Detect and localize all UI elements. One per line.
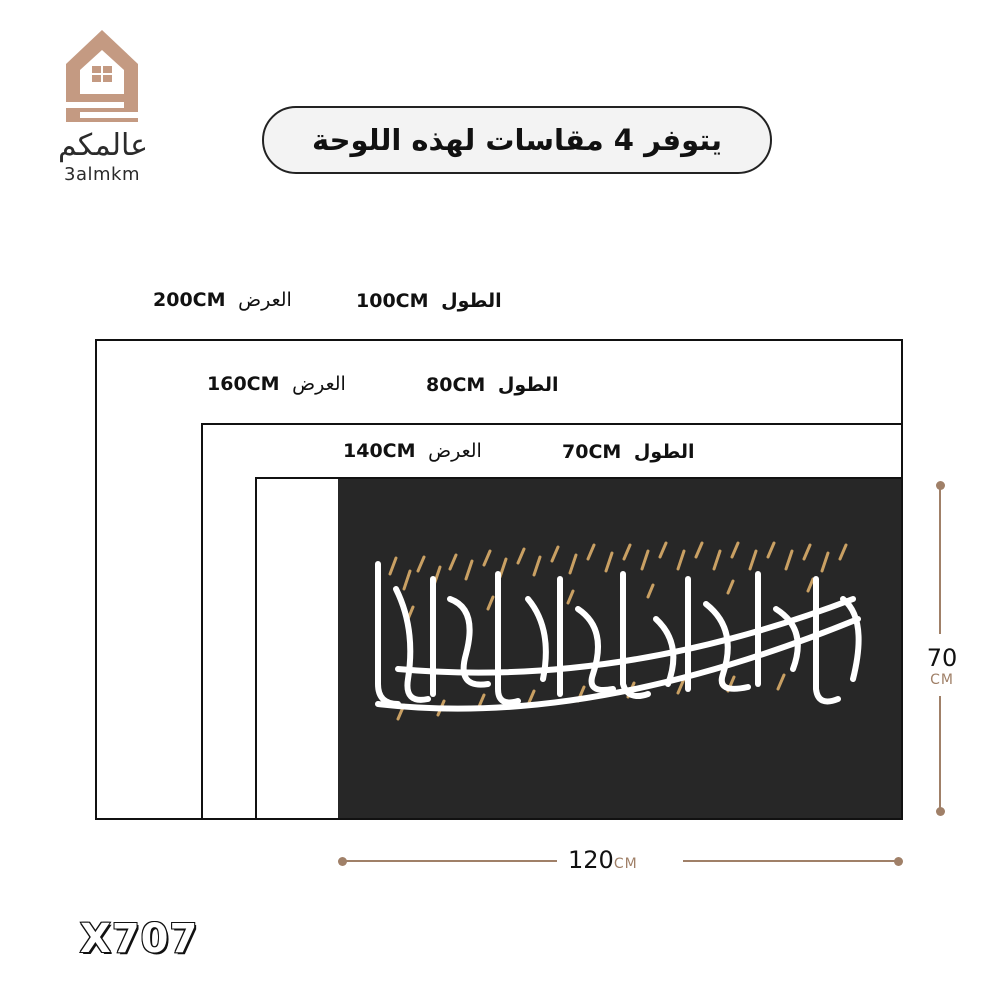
width-label: العرض (238, 289, 292, 311)
size-large-width (153, 289, 292, 311)
height-dimension-line-top (939, 488, 941, 634)
sizes-available-banner: يتوفر 4 مقاسات لهذه اللوحة (262, 106, 772, 174)
length-label: الطول (497, 374, 559, 396)
height-dimension-unit: CM (930, 672, 954, 688)
size-small-length (562, 441, 694, 463)
length-value: 70CM (562, 441, 622, 463)
length-label: الطول (633, 441, 695, 463)
product-code: X707 (80, 916, 199, 962)
calligraphy-artwork (338, 479, 901, 818)
width-label: العرض (292, 373, 346, 395)
size-small-width (343, 440, 482, 462)
brand-name-arabic: عالمكم (57, 128, 149, 163)
width-dimension-line-left (345, 860, 557, 862)
calligraphy-strokes-icon (338, 479, 901, 818)
width-label: العرض (428, 440, 482, 462)
width-value: 200CM (153, 289, 226, 311)
width-value: 140CM (343, 440, 416, 462)
brand-logo (48, 28, 158, 188)
brand-name-latin: 3almkm (64, 164, 140, 185)
width-dimension-end-dot (894, 857, 903, 866)
length-label: الطول (441, 290, 502, 312)
length-value: 80CM (426, 374, 486, 396)
width-dimension-label (568, 846, 638, 874)
width-dimension-unit: CM (613, 856, 638, 872)
width-dimension-value: 120 (568, 846, 614, 874)
height-dimension-line-bottom (939, 696, 941, 808)
height-dimension-value: 70 (926, 644, 958, 672)
height-dimension-label (922, 644, 962, 688)
width-value: 160CM (207, 373, 280, 395)
size-large-length (356, 290, 502, 312)
house-logo-icon (62, 28, 142, 128)
size-medium-width (207, 373, 346, 395)
height-dimension-end-dot (936, 807, 945, 816)
width-dimension-line-right (683, 860, 895, 862)
size-medium-length (426, 374, 558, 396)
length-value: 100CM (356, 290, 429, 312)
